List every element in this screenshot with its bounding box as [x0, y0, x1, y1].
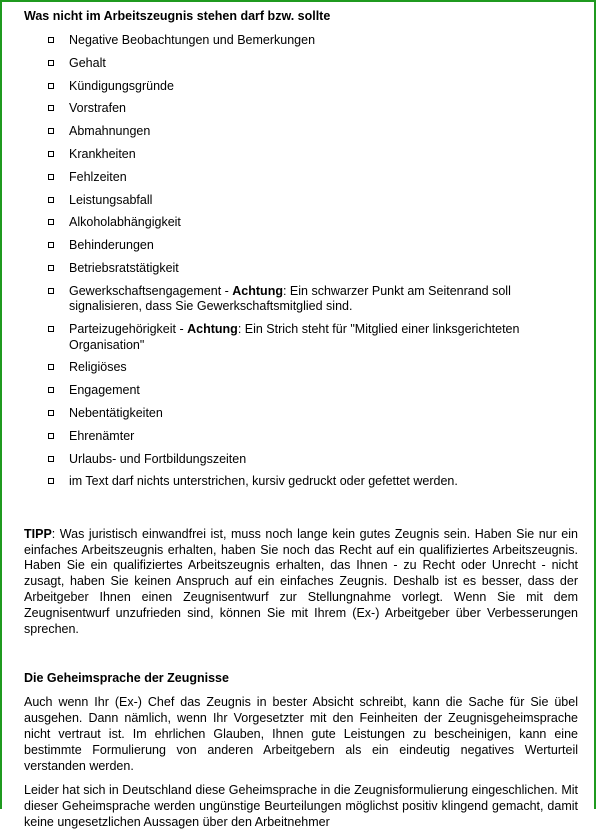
list-item-emphasis: Achtung	[187, 322, 238, 337]
list-item-text-continued: : Ein Strich steht für "Mitglied einer linksgerichteten Organisation"	[69, 322, 520, 352]
list-item	[24, 215, 578, 231]
checkbox-bullet-icon	[48, 219, 54, 225]
list-item-text: Gehalt	[69, 55, 106, 70]
list-item-text: Ehrenämter	[69, 428, 135, 443]
checkbox-bullet-icon	[48, 174, 54, 180]
list-item	[24, 79, 578, 95]
list-item	[24, 474, 578, 490]
checkbox-bullet-icon	[48, 433, 54, 439]
list-item-text: Fehlzeiten	[69, 169, 127, 184]
list-item	[24, 429, 578, 445]
checkbox-bullet-icon	[48, 478, 54, 484]
list-item-text-continued: : Ein schwarzer Punkt am Seitenrand soll signalisieren, dass Sie Gewerkschaftsmitglied sind.	[69, 283, 511, 314]
list-item-text: Kündigungsgründe	[69, 78, 174, 93]
paragraph-secret-language-2: Leider hat sich in Deutschland diese Geheimsprache in die Zeugnisformulierung eingeschlichen. Mit dieser Geheimsprache werden ungünstige Beurteilungen möglichst positiv klingend gemacht, damit keine ungesetzlichen Aussagen über den Arbeitnehmer	[24, 783, 578, 829]
list-item	[24, 170, 578, 186]
list-item	[24, 322, 578, 353]
checkbox-bullet-icon	[48, 60, 54, 66]
list-item	[24, 284, 578, 315]
checkbox-bullet-icon	[48, 265, 54, 271]
checkbox-bullet-icon	[48, 197, 54, 203]
list-item-text: Alkoholabhängigkeit	[69, 215, 181, 230]
list-item	[24, 261, 578, 277]
list-item-text: Leistungsabfall	[69, 192, 153, 207]
list-item	[24, 56, 578, 72]
list-item	[24, 33, 578, 49]
checkbox-bullet-icon	[48, 288, 54, 294]
list-item-text: Parteizugehörigkeit -	[69, 322, 188, 337]
list-item-text: Gewerkschaftsengagement -	[69, 283, 233, 298]
heading-not-allowed: Was nicht im Arbeitszeugnis stehen darf bzw. sollte	[24, 9, 331, 23]
checkbox-bullet-icon	[48, 410, 54, 416]
checkbox-bullet-icon	[48, 151, 54, 157]
list-item-text: Nebentätigkeiten	[69, 405, 163, 420]
list-item	[24, 101, 578, 117]
document-content	[2, 2, 594, 831]
checkbox-bullet-icon	[48, 364, 54, 370]
checkbox-bullet-icon	[48, 242, 54, 248]
tipp-paragraph	[24, 527, 578, 638]
list-item-emphasis: Achtung	[232, 283, 283, 298]
checkbox-bullet-icon	[48, 456, 54, 462]
list-item-text: Engagement	[69, 383, 140, 398]
list-item	[24, 193, 578, 209]
list-item-text: Vorstrafen	[69, 101, 126, 116]
list-item	[24, 406, 578, 422]
checkbox-bullet-icon	[48, 105, 54, 111]
list-item	[24, 147, 578, 163]
list-item-text: Behinderungen	[69, 238, 154, 253]
checkbox-bullet-icon	[48, 387, 54, 393]
checkbox-bullet-icon	[48, 128, 54, 134]
checkbox-bullet-icon	[48, 83, 54, 89]
paragraph-secret-language-1: Auch wenn Ihr (Ex-) Chef das Zeugnis in bester Absicht schreibt, kann die Sache für Sie übel ausgehen. Dann nämlich, wenn Ihr Vorgesetzter mit den Feinheiten der Zeugnisgeheimsprache nicht vertraut ist. Im ehrlichen Glauben, Ihnen gute Leistungen zu bescheinigen, kann eine bestimmte Formulierung von anderen Arbeitgebern als ein eindeutig negatives Werturteil verstanden werden.	[24, 695, 578, 773]
list-item	[24, 360, 578, 376]
list-item	[24, 383, 578, 399]
list-item	[24, 124, 578, 140]
list-item	[24, 238, 578, 254]
list-item-text: im Text darf nichts unterstrichen, kursiv gedruckt oder gefettet werden.	[69, 474, 458, 489]
list-item-text: Betriebsratstätigkeit	[69, 260, 179, 275]
checkbox-bullet-icon	[48, 326, 54, 332]
not-allowed-list	[24, 33, 578, 490]
list-item-text: Urlaubs- und Fortbildungszeiten	[69, 451, 247, 466]
list-item	[24, 452, 578, 468]
list-item-text: Religiöses	[69, 360, 127, 375]
tipp-text: : Was juristisch einwandfrei ist, muss noch lange kein gutes Zeugnis sein. Haben Sie nur ein einfaches Arbeitszeugnis erhalten, haben Sie noch das Recht auf ein qualifiziertes Arbeitszeugnis. Haben Sie ein qualifiziertes Arbeitszeugnis erhalten, das Ihnen - zu Recht oder Unrecht - nicht zusagt, haben Sie keinen Anspruch auf ein einfaches Zeugnis. Deshalb ist es besser, dass der Arbeitgeber Ihnen einen Zeugnisentwurf zur Stellungnahme vorlegt. Wenn Sie mit dem Zeugnisentwurf unzufrieden sind, können Sie mit Ihrem (Ex-) Arbeitgeber über Verbesserungen sprechen.	[24, 526, 578, 636]
checkbox-bullet-icon	[48, 37, 54, 43]
list-item-text: Negative Beobachtungen und Bemerkungen	[69, 33, 316, 47]
list-item-text: Abmahnungen	[69, 124, 151, 139]
tipp-label: TIPP	[24, 526, 52, 541]
list-item-text: Krankheiten	[69, 146, 136, 161]
heading-secret-language: Die Geheimsprache der Zeugnisse	[24, 671, 229, 686]
